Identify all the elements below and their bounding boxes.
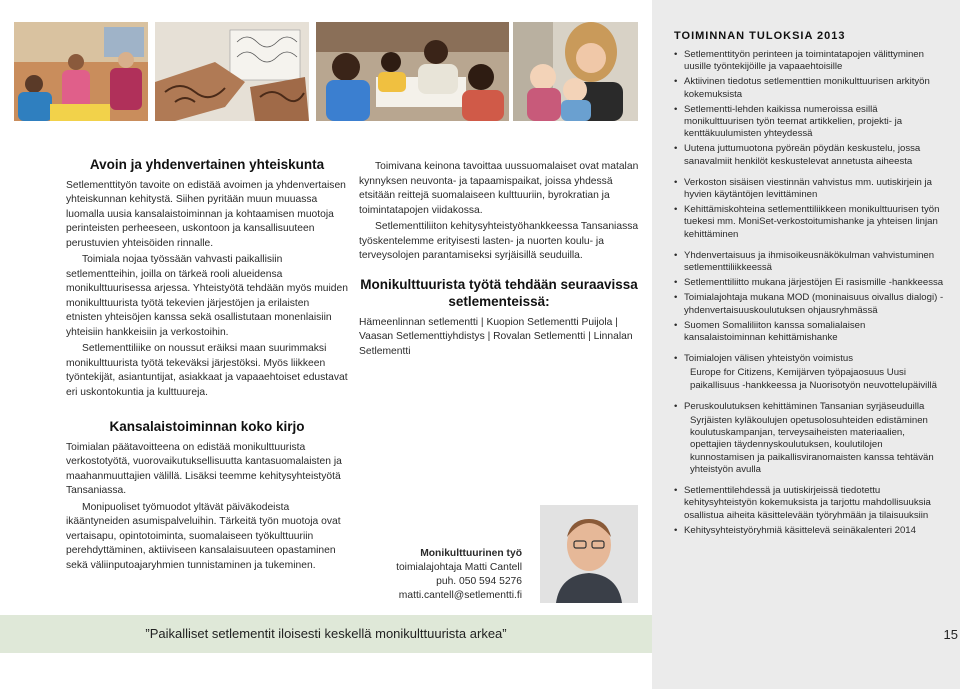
paragraph: Toimivana keinona tavoittaa uussuomalaiset ovat matalan kynnyksen neuvonta- ja tapaamispaikat, joissa yhdessä etsitään reittejä suomalaiseen kulttuuriin, byrokratian ja toimintatapojen viidakossa. — [359, 161, 639, 216]
paragraph: Monipuoliset työmuodot yltävät päiväkodeista ikääntyneiden asumispalveluihin. Tärkeitä työn muotoja ovat vertaisapu, opintotoiminta, suomalaiseen työkulttuuriin perehdyttäminen, aktiiviseen kansalaisuuteen opastaminen sekä väliinputoajaryhmien tunnistaminen ja tukeminen. — [66, 501, 341, 571]
list-item: • Verkoston sisäisen viestinnän vahvistus mm. uutiskirjein ja hyvien käytäntöjen levittäminen — [674, 177, 946, 201]
list-item: • Aktiivinen tiedotus setlementtien monikulttuurisen arkityön kokemuksista — [674, 76, 946, 100]
sidebar-title: TOIMINNAN TULOKSIA 2013 — [674, 30, 846, 42]
list-item: • Peruskoulutuksen kehittäminen Tansanian syrjäseuduilla Syrjäisten kyläkoulujen opetusolosuhteiden edistäminen koulutuskampanjan, terveysaiheisten materiaalien, opettajien täydennyskoulutuksen, koulutilojen kunnostamisen ja paikallisviranomaisten kanssa tehtävän yhteistyön avulla — [674, 401, 946, 476]
settlement-list: Hämeenlinnan setlementti | Kuopion Setlementti Puijola | Vaasan Setlementtiyhdistys | Rovalan Setlementti | Linnalan Setlementti — [359, 316, 633, 357]
middle-column — [359, 160, 639, 361]
photo-henna-hands — [155, 22, 309, 121]
paragraph: Toimialan päätavoitteena on edistää monikulttuurista verkostotyötä, vuorovaikutuksellisuutta kantasuomalaisten ja maahanmuuttajien välillä. Lisäksi teemme kehitysyhteistyötä Tansaniassa. — [66, 441, 342, 496]
page-number: 15 — [943, 627, 958, 642]
list-item: • Setlementtilehdessä ja uutiskirjeissä tiedotettu kehitysyhteistyön kokemuksista ja tarjottu mahdollisuuksia osallistua aiheita käsittelevään työryhmään ja tilaisuuksiin — [674, 485, 946, 522]
list-item: • Setlementtityön perinteen ja toimintatapojen välittyminen uusille työntekijöille ja vapaaehtoisille — [674, 49, 946, 73]
paragraph: Setlementtiliiton kehitysyhteistyöhankkeessa Tansaniassa työskentelemme erityisesti lasten- ja nuorten koulu- ja terveysolojen parantamiseksi syrjäisillä seuduilla. — [359, 221, 639, 261]
paragraph: Toimiala nojaa työssään vahvasti paikallisiin setlementteihin, joilla on tärkeä rooli alueidensa monikulttuurisessa arjessa. Yhteistyötä tehdään myös muiden monikulttuurista työtä tekevien järjestöjen ja erilaisten etnisten yhteisöjen kanssa sekä osallistutaan monenlaisiin yhteisiin hankkeisiin ja verkostoihin. — [66, 254, 348, 338]
section-title-civic-activity: Kansalaistoiminnan koko kirjo — [109, 419, 305, 434]
footer-quote: ”Paikalliset setlementit iloisesti keskellä monikulttuurista arkea” — [145, 626, 507, 641]
list-item: • Kehittämiskohteina setlementtiliikkeen monikulttuurisen työn tuekesi mm. MoniSet-verkostoitumishanke ja yhteisen linjan kehittäminen — [674, 204, 946, 241]
paragraph: Setlementtityön tavoite on edistää avoimen ja yhdenvertaisen yhteiskunnan kehitystä. Siihen pyritään muun muuassa luomalla uusia kansalaistoiminnan ja kohtaamisen muotoja perinteisten perheeseen, uskontoon ja kansallisuuteen perustuvien yhteisöiden rinnalle. — [66, 179, 346, 249]
contact-person: toimialajohtaja Matti Cantell — [396, 562, 522, 573]
contact-email: matti.cantell@setlementti.fi — [398, 590, 522, 601]
contact-info — [380, 547, 522, 603]
list-item: • Setlementtiliitto mukana järjestöjen Ei rasismille -hankkeessa — [674, 277, 946, 289]
list-item: • Toimialajohtaja mukana MOD (moninaisuus oivallus dialogi) -yhdenvertaisuuskoulutuksen ohjausryhmässä — [674, 292, 946, 316]
left-column — [66, 158, 348, 575]
results-list — [674, 49, 946, 540]
list-item: • Kehitysyhteistyöryhmiä käsittelevä seinäkalenteri 2014 — [674, 525, 946, 537]
photo-children-drawing — [316, 22, 509, 121]
list-item: • Toimialojen välisen yhteistyön voimistus Europe for Citizens, Kemijärven työpajaosuus Uusi paikallisuus -hankkeessa ja Nuorisotyön neuvottelupäivillä — [674, 353, 946, 392]
section-title-settlements: Monikulttuurista työtä tehdään seuraavissa setlementeissä: — [360, 276, 638, 309]
list-item: • Setlementti-lehden kaikissa numeroissa esillä monikulttuurisen työn teemat artikkelien, projekti- ja kenttäkuulumisten yhteydessä — [674, 104, 946, 141]
list-item: • Yhdenvertaisuus ja ihmisoikeusnäkökulman vahvistuminen setlementtiliikkeessä — [674, 250, 946, 274]
paragraph: Setlementtiliike on noussut eräiksi maan suurimmaksi monikulttuurista työtä tekeväksi järjestöksi. Myös liikkeen työntekijät, asiantuntijat, asiakkaat ja vapaaehtoiset edustavat eri uskontokuntia ja kulttuureja. — [66, 343, 348, 398]
contact-role: Monikulttuurinen työ — [420, 548, 522, 559]
photo-women-group — [14, 22, 148, 121]
contact-phone: puh. 050 594 5276 — [436, 576, 522, 587]
section-title-open-society: Avoin ja yhdenvertainen yhteiskunta — [89, 157, 325, 172]
list-item: • Uutena juttumuotona pyöreän pöydän keskustelu, jossa sanavalmiit henkilöt keskustelevat annetusta aiheesta — [674, 143, 946, 167]
contact-portrait — [540, 505, 638, 603]
photo-mother-children — [513, 22, 638, 121]
results-sidebar — [652, 0, 960, 689]
list-item: • Suomen Somaliliiton kanssa somalialaisen kansalaistoiminnan kehittämishanke — [674, 320, 946, 344]
